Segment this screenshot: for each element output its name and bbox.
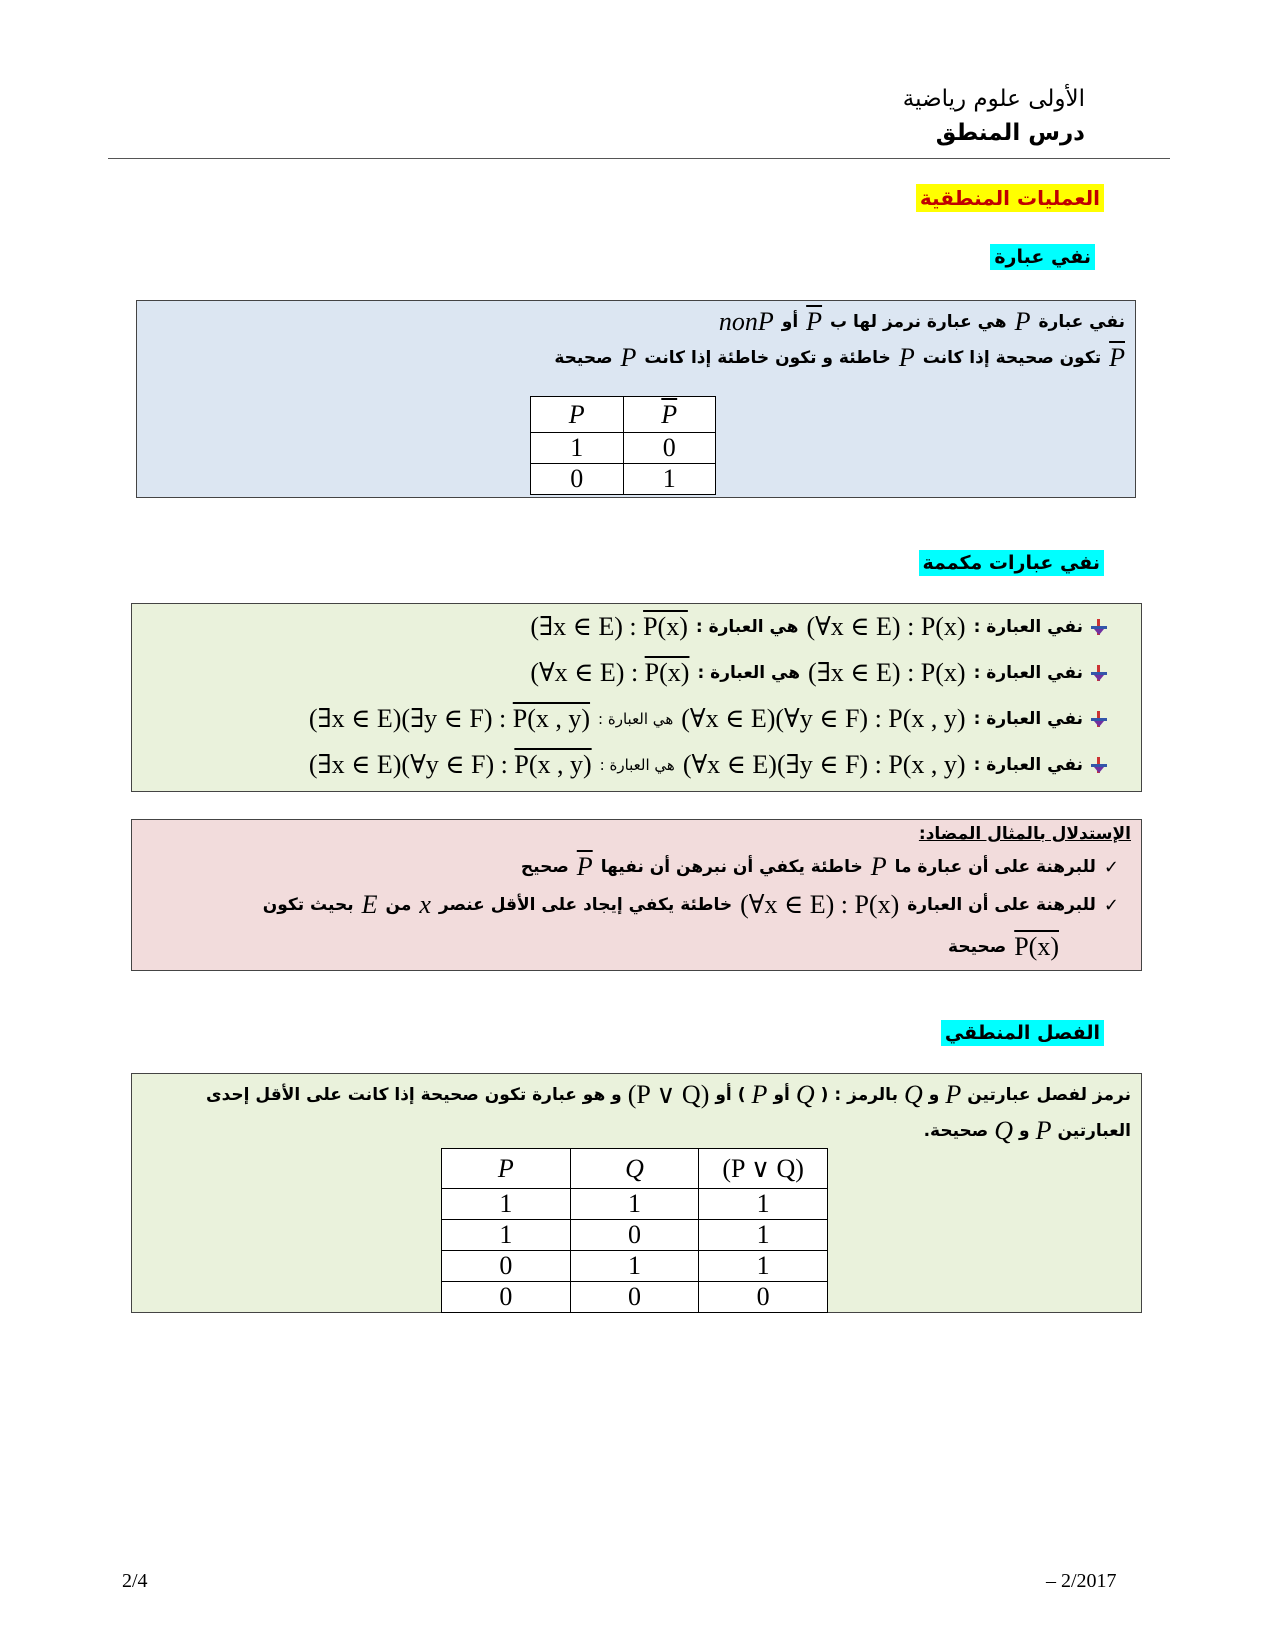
math-p-x-bar: P(x): [1014, 932, 1059, 961]
text: نفي العبارة :: [973, 617, 1083, 637]
math-p: P: [870, 852, 887, 881]
math-p: P: [1014, 307, 1031, 336]
table-header: (P ∨ Q): [699, 1149, 828, 1189]
disjunction-definition-line: [206, 1080, 1131, 1110]
table-cell: 0: [570, 1282, 699, 1313]
paren: (: [820, 1085, 829, 1105]
section-disjunction: الفصل المنطقي: [941, 1020, 1104, 1046]
counterexample-item-1: [521, 852, 1119, 882]
check-icon: ✓: [1103, 856, 1119, 878]
math-statement: (∀x ∈ E) : P(x): [806, 612, 966, 641]
text: للبرهنة على أن العبارة: [907, 895, 1096, 915]
text: من: [385, 895, 412, 915]
section-negation: نفي عبارة: [990, 244, 1095, 270]
text: هي عبارة نرمز لها ب: [830, 312, 1007, 332]
section-quantified-negation: نفي عبارات مكممة: [919, 550, 1105, 576]
text: للبرهنة على أن عبارة ما: [894, 857, 1096, 877]
text: بالرمز :: [834, 1085, 898, 1105]
text: نرمز لفصل عبارتين: [967, 1085, 1131, 1105]
math-p: P: [751, 1080, 768, 1109]
arrow-bullet-icon: [1091, 665, 1107, 681]
header-divider: [108, 158, 1170, 159]
arrow-bullet-icon: [1091, 711, 1107, 727]
quantified-rule-2: [530, 658, 1107, 688]
math-statement: (∀x ∈ E)(∀y ∈ F) : P(x , y): [681, 704, 966, 733]
table-cell: 0: [442, 1251, 571, 1282]
math-p: P: [945, 1080, 962, 1109]
text: و هو عبارة تكون صحيحة إذا كانت على الأقل إحدى: [206, 1085, 622, 1105]
math-statement: (∃x ∈ E) : P(x): [808, 658, 966, 687]
text: نفي العبارة :: [973, 663, 1083, 683]
text: و: [928, 1085, 940, 1105]
math-negation: [309, 704, 590, 734]
math-negation-body: P(x): [644, 658, 690, 687]
disjunction-box: [131, 1073, 1142, 1313]
negation-definition-line: [719, 307, 1125, 337]
math-negation-quantifier: (∃x ∈ E)(∃y ∈ F) :: [308, 704, 513, 733]
counterexample-item-2: [263, 890, 1119, 920]
math-statement: (∀x ∈ E) : P(x): [740, 890, 900, 919]
table-header: P: [531, 397, 624, 433]
table-cell: 1: [442, 1189, 571, 1220]
table-header: $\overline{P}$: [623, 397, 716, 433]
math-negation: [530, 658, 689, 688]
text: صحيحة.: [923, 1121, 989, 1141]
arrow-bullet-icon: [1091, 757, 1107, 773]
arrow-bullet-icon: [1091, 619, 1107, 635]
quantified-rule-4: [309, 750, 1107, 780]
table-cell: 1: [699, 1189, 828, 1220]
class-level: الأولى علوم رياضية: [902, 86, 1085, 112]
table-cell: 0: [699, 1282, 828, 1313]
counterexample-title: الإستدلال بالمثال المضاد:: [918, 824, 1131, 844]
table-cell: 1: [699, 1220, 828, 1251]
math-negation-quantifier: (∃x ∈ E) :: [530, 612, 644, 641]
table-header: P: [442, 1149, 571, 1189]
math-nonp: nonP: [718, 307, 774, 336]
text: تكون صحيحة إذا كانت: [922, 348, 1102, 368]
text: نفي العبارة :: [973, 755, 1083, 775]
text: نفي العبارة :: [973, 709, 1083, 729]
math-p: P: [620, 343, 637, 372]
disjunction-truth-table: [441, 1148, 828, 1313]
text: هي العبارة :: [697, 663, 801, 683]
text: خاطئة يكفي أن نبرهن أن نفيها: [600, 857, 863, 877]
math-p-bar: P: [806, 307, 823, 336]
math-q: Q: [994, 1116, 1013, 1145]
quantified-negation-box: [131, 603, 1142, 792]
table-cell: 0: [570, 1220, 699, 1251]
math-negation-body: P(x): [643, 612, 688, 641]
counterexample-box: [131, 819, 1142, 971]
text: خاطئة و تكون خاطئة إذا كانت: [644, 348, 891, 368]
disjunction-definition-line-2: [924, 1116, 1131, 1146]
table-cell: 1: [531, 433, 624, 464]
math-statement: (∀x ∈ E)(∃y ∈ F) : P(x , y): [682, 750, 966, 779]
math-p: P: [1035, 1116, 1052, 1145]
text: أو: [773, 1085, 790, 1105]
negation-truth-line: [554, 343, 1125, 373]
text: و: [1018, 1121, 1030, 1141]
text: بحيث تكون: [262, 895, 354, 915]
text: نفي عبارة: [1038, 312, 1125, 332]
text: خاطئة يكفي إيجاد على الأقل عنصر: [438, 895, 733, 915]
text: أو: [781, 312, 799, 332]
math-negation-quantifier: (∃x ∈ E)(∀y ∈ F) :: [308, 750, 515, 779]
text: صحيحة: [948, 937, 1007, 957]
text: هي العبارة :: [695, 617, 799, 637]
math-negation: [530, 612, 688, 642]
quantified-rule-1: [530, 612, 1107, 642]
math-p-bar: P: [576, 852, 593, 881]
math-p-bar: P: [1109, 343, 1125, 372]
table-cell: 1: [570, 1251, 699, 1282]
quantified-rule-3: [309, 704, 1107, 734]
footer-date: – 2/2017: [1046, 1570, 1117, 1592]
text: صحيحة: [554, 348, 613, 368]
math-e: E: [361, 890, 378, 919]
negation-definition-box: [136, 300, 1136, 498]
table-cell: 1: [570, 1189, 699, 1220]
counterexample-item-2-cont: [948, 932, 1059, 962]
math-p: P: [898, 343, 915, 372]
math-negation-body: P(x , y): [514, 750, 592, 779]
math-negation: [309, 750, 592, 780]
math-negation-body: P(x , y): [512, 704, 591, 733]
table-cell: 1: [623, 464, 716, 495]
text: هي العبارة :: [598, 710, 674, 728]
math-q: Q: [903, 1080, 923, 1109]
negation-truth-table: [530, 396, 716, 495]
table-cell: 0: [623, 433, 716, 464]
table-cell: 0: [442, 1282, 571, 1313]
table-header: Q: [570, 1149, 699, 1189]
text: العبارتين: [1057, 1121, 1131, 1141]
math-q: Q: [795, 1080, 815, 1109]
check-icon: ✓: [1103, 894, 1119, 916]
text: أو: [715, 1085, 732, 1105]
math-negation-quantifier: (∀x ∈ E) :: [530, 658, 645, 687]
table-cell: 1: [699, 1251, 828, 1282]
paren: ): [737, 1085, 746, 1105]
table-cell: 0: [531, 464, 624, 495]
lesson-title: درس المنطق: [935, 120, 1085, 146]
text: هي العبارة :: [599, 756, 675, 774]
text: صحيح: [520, 857, 569, 877]
math-x: x: [419, 890, 431, 919]
math-p-or-q: (P ∨ Q): [627, 1080, 710, 1109]
table-cell: 1: [442, 1220, 571, 1251]
page-number: 2/4: [122, 1570, 148, 1592]
section-logical-operations: العمليات المنطقية: [916, 184, 1104, 212]
